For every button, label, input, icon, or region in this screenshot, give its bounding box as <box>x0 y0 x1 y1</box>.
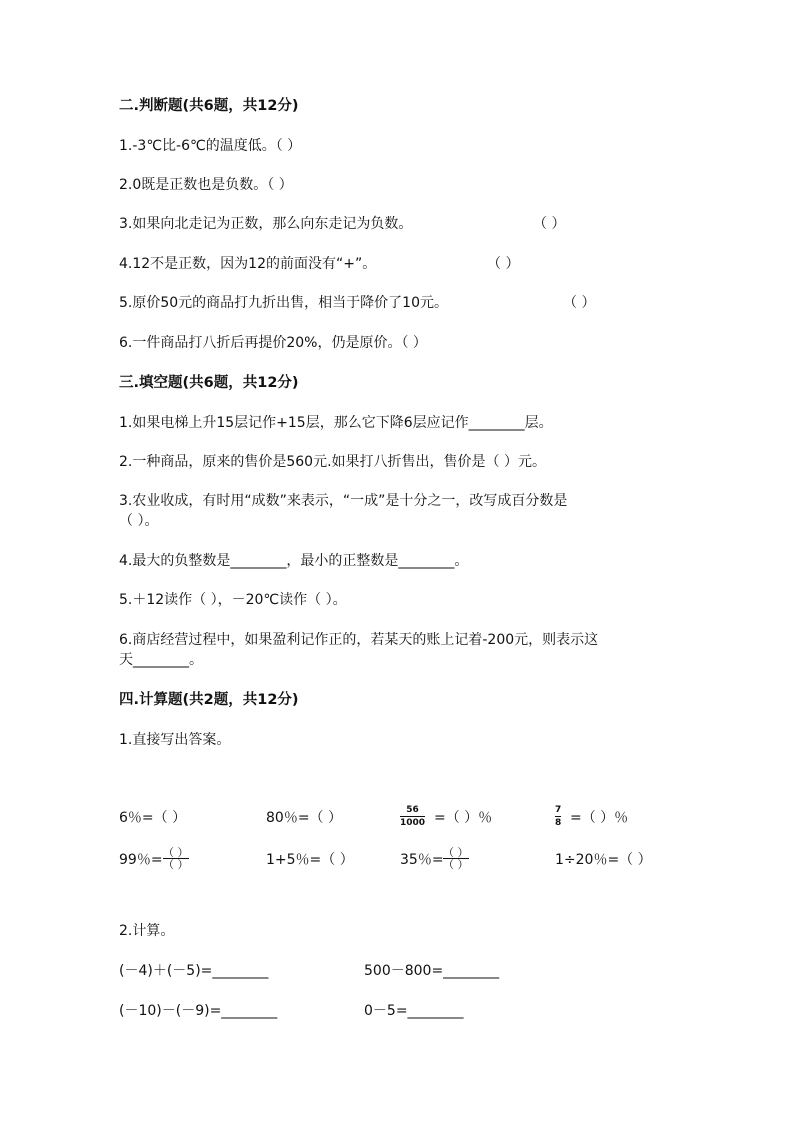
fraction-denominator: 8 <box>555 818 562 828</box>
calc-subquestion-1: 1.直接写出答案。 <box>119 732 231 748</box>
calc-item-1-div-20-percent: 1÷20％=（ ） <box>555 852 652 868</box>
fraction-7-over-8 <box>555 805 561 828</box>
fraction-bar <box>400 816 425 817</box>
judge-question-5: 5.原价50元的商品打九折出售，相当于降价了10元。 <box>119 295 448 311</box>
fill-question-3-line2: （ ）。 <box>119 513 159 529</box>
calc-exercise-1: (－4)＋(－5)=________ <box>119 963 269 979</box>
fill-question-6-line1: 6.商店经营过程中，如果盈利记作正的，若某天的账上记着-200元，则表示这 <box>119 632 599 648</box>
fraction-56-over-1000 <box>400 805 425 828</box>
judge-question-2: 2.0既是正数也是负数。（ ） <box>119 177 293 193</box>
calc-item-6-percent: 6％=（ ） <box>119 810 187 826</box>
judge-answer-paren-5: （ ） <box>563 295 596 311</box>
fraction-blank-numerator: （ ） <box>443 846 469 859</box>
fill-question-1: 1.如果电梯上升15层记作+15层，那么它下降6层应记作________层。 <box>119 415 553 431</box>
calc-subquestion-2: 2.计算。 <box>119 923 175 939</box>
calc-item-35-percent: 35％= <box>400 852 444 868</box>
judge-question-3: 3.如果向北走记为正数，那么向东走记为负数。 <box>119 216 413 232</box>
calc-item-1-plus-5-percent: 1+5％=（ ） <box>266 852 354 868</box>
fraction-numerator: 56 <box>406 805 419 815</box>
calc-exercise-4: 0－5=________ <box>364 1003 464 1019</box>
fraction-bar <box>555 816 561 817</box>
judge-question-6: 6.一件商品打八折后再提价20%，仍是原价。（ ） <box>119 335 427 351</box>
fraction-blank-denominator: （ ） <box>443 858 469 871</box>
fill-question-5: 5.＋12读作（ ），－20℃读作（ ）。 <box>119 592 347 608</box>
judge-answer-paren-4: （ ） <box>487 256 520 272</box>
fraction-denominator: 1000 <box>400 818 426 828</box>
fill-question-3-line1: 3.农业收成，有时用“成数”来表示，“一成”是十分之一，改写成百分数是 <box>119 493 568 509</box>
fill-question-6-line2: 天________。 <box>119 652 203 668</box>
calc-item-80-percent: 80％=（ ） <box>266 810 342 826</box>
section-heading-judge: 二.判断题(共6题，共12分) <box>119 98 299 114</box>
fraction-blank-35-percent <box>443 847 469 870</box>
fraction-numerator: 7 <box>555 805 562 815</box>
fraction-blank-numerator: （ ） <box>163 846 189 859</box>
calc-exercise-3: (－10)－(－9)=________ <box>119 1003 278 1019</box>
calc-item-7-over-8-answer: =（ ）％ <box>570 810 629 826</box>
section-heading-calc: 四.计算题(共2题，共12分) <box>119 692 299 708</box>
judge-question-1: 1.-3℃比-6℃的温度低。（ ） <box>119 138 302 154</box>
judge-question-4: 4.12不是正数，因为12的前面没有“+”。 <box>119 256 377 272</box>
calc-item-99-percent: 99％= <box>119 852 163 868</box>
calc-exercise-2: 500－800=________ <box>364 963 500 979</box>
fraction-blank-denominator: （ ） <box>163 858 189 871</box>
fraction-blank-99-percent <box>163 847 189 870</box>
section-heading-fill: 三.填空题(共6题，共12分) <box>119 375 299 391</box>
judge-answer-paren-3: （ ） <box>533 216 566 232</box>
fill-question-4: 4.最大的负整数是________，最小的正整数是________。 <box>119 553 469 569</box>
fill-question-2: 2.一种商品，原来的售价是560元.如果打八折售出，售价是（ ）元。 <box>119 454 546 470</box>
calc-item-56-over-1000-answer: =（ ）％ <box>434 810 493 826</box>
